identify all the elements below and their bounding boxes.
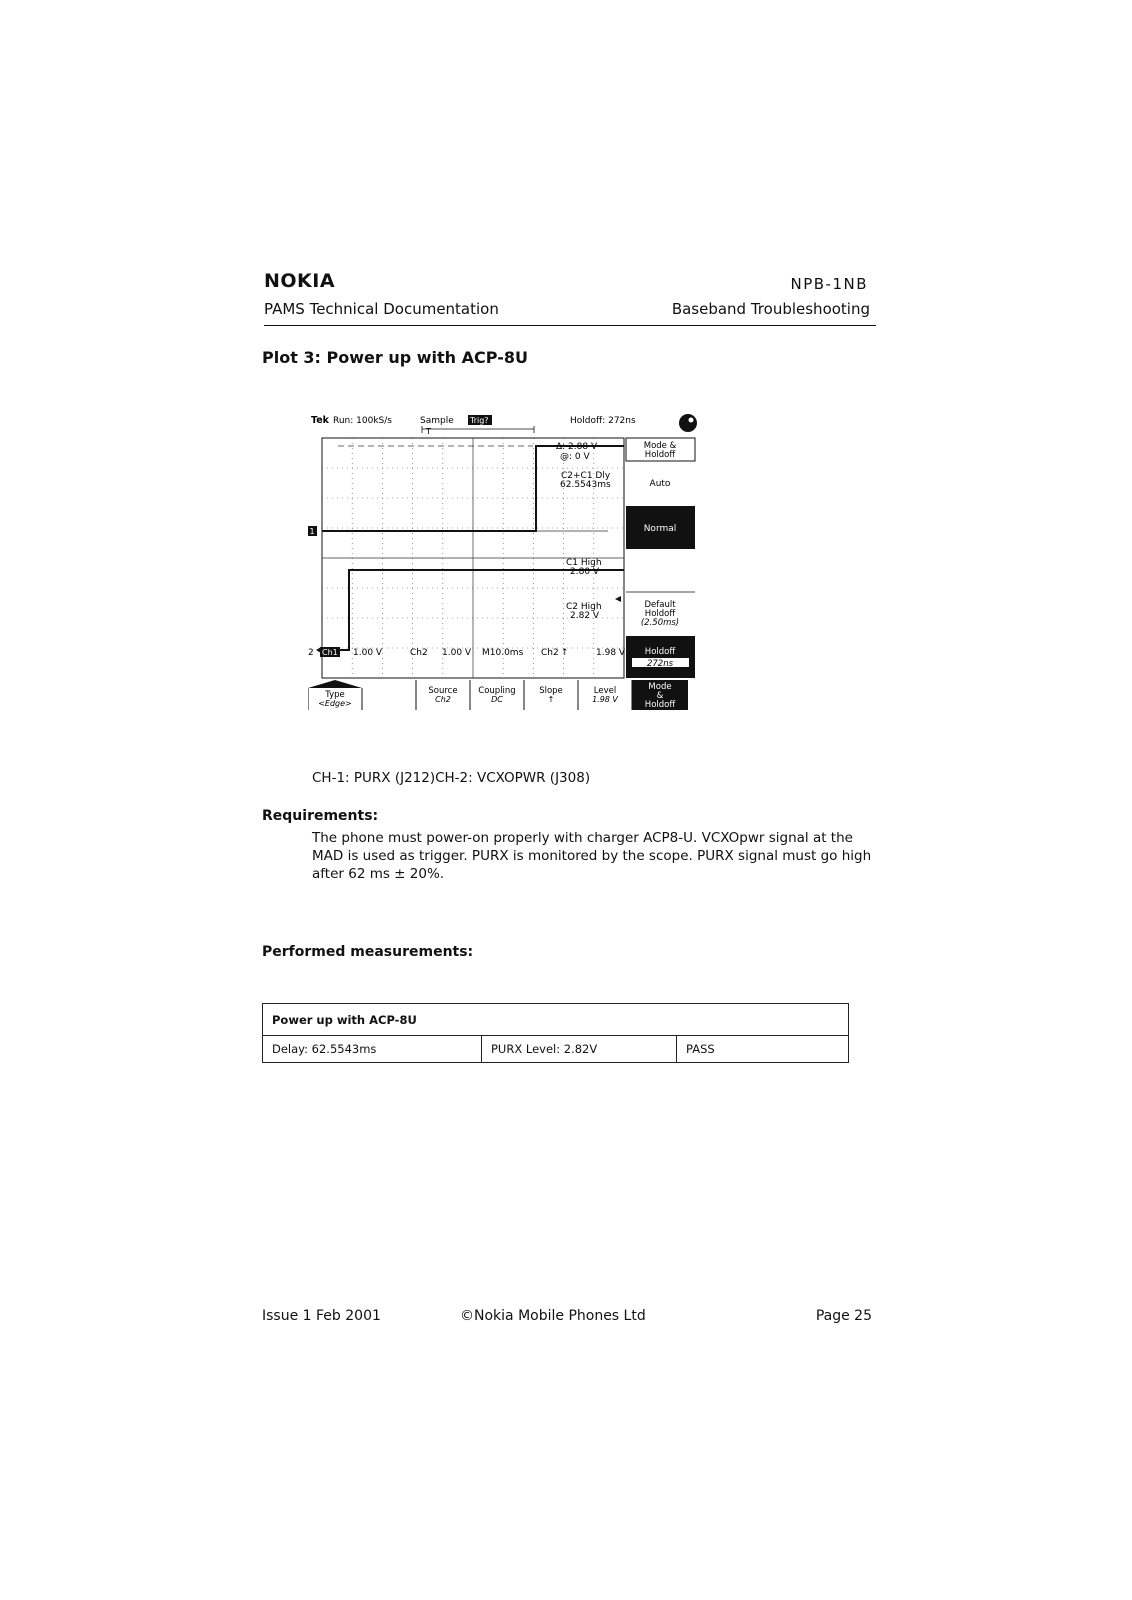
svg-text:Ch1: Ch1 [322,648,338,657]
side-menu-default-holdoff[interactable]: Default [644,600,676,610]
meas1-value: 62.5543ms [560,480,611,490]
performed-measurements-heading: Performed measurements: [262,944,474,960]
delay-cell: Delay: 62.5543ms [263,1036,482,1063]
table-header-row [263,1004,849,1036]
side-menu-holdoff[interactable] [626,636,695,678]
scope-brand: Tek [311,415,329,426]
scope-at-readout: @: 0 V [560,452,590,462]
svg-text:(2.50ms): (2.50ms) [640,618,680,628]
holdoff-value: 272ns [646,659,674,669]
svg-text:<Edge>: <Edge> [318,699,352,708]
svg-text:Holdoff: Holdoff [644,647,676,657]
svg-text:DC: DC [491,695,503,704]
trigger-level-marker [615,596,621,602]
footer-issue: Issue 1 Feb 2001 [262,1308,381,1324]
ch2-scale: 1.00 V [442,648,472,658]
scope-delta-readout: Δ: 2.88 V [556,442,598,452]
scope-bottom-menu[interactable] [308,680,688,710]
meas2-label: C1 High [566,558,602,568]
menu-source[interactable]: Source [428,686,458,696]
requirements-text: The phone must power-on properly with charger ACP8-U. VCXOpwr signal at the MAD is used as trigger. PURX is monitored by the scope. PURX signal must go high after 62 ms ± 20%. [312,830,872,882]
svg-text:Mode: Mode [648,682,672,692]
trig-level: 1.98 V [596,648,626,658]
table-title: Power up with ACP-8U [263,1004,849,1036]
footer-page: Page 25 [815,1308,872,1324]
scope-trigger-status-icon [679,414,697,432]
footer-copyright: ©Nokia Mobile Phones Ltd [460,1308,646,1324]
scope-acq-mode: Sample [420,416,454,426]
svg-text:1.98 V: 1.98 V [592,695,618,704]
plot-title: Plot 3: Power up with ACP-8U [262,348,528,367]
trig-source: Ch2 [541,648,559,658]
svg-text:Ch2: Ch2 [435,695,451,704]
svg-text:Normal: Normal [643,524,677,534]
header-right-title: Baseband Troubleshooting [671,300,870,318]
meas1-label: C2+C1 Dly [561,471,611,481]
nokia-logo: NOKIA [264,270,336,292]
ch2-label: Ch2 [410,648,428,658]
meas3-label: C2 High [566,602,602,612]
document-id: NPB-1NB [790,275,868,293]
oscilloscope-screenshot [308,412,704,712]
meas3-value: 2.82 V [570,611,600,621]
svg-text:1: 1 [309,527,315,536]
scope-trig-label: Trig? [470,416,489,425]
svg-text:Mode &: Mode & [643,441,677,451]
menu-type[interactable]: Type [325,690,345,700]
scope-side-menu[interactable] [626,438,695,678]
header-rule [264,325,876,326]
ch2-ground-marker: 2 [308,648,314,658]
svg-text:T: T [426,427,431,436]
purx-level-cell: PURX Level: 2.82V [482,1036,677,1063]
menu-coupling[interactable]: Coupling [478,686,516,696]
results-table [262,1003,849,1063]
table-row [263,1036,849,1063]
scope-holdoff-readout: Holdoff: 272ns [570,416,636,426]
plot-caption: CH-1: PURX (J212)CH-2: VCXOPWR (J308) [312,770,591,786]
menu-slope[interactable]: Slope [539,686,563,696]
menu-level[interactable]: Level [593,686,617,696]
svg-text:&: & [656,691,664,701]
side-menu-auto[interactable]: Auto [649,479,671,489]
svg-text:Holdoff: Holdoff [644,700,676,710]
trig-slope: ↑ [561,648,569,658]
svg-text:Holdoff: Holdoff [644,609,676,619]
header-left-title: PAMS Technical Documentation [264,300,499,318]
svg-text:↑: ↑ [547,695,555,704]
result-cell: PASS [677,1036,849,1063]
timebase: M10.0ms [482,648,524,658]
svg-text:Holdoff: Holdoff [644,450,676,460]
requirements-heading: Requirements: [262,808,379,824]
scope-run-rate: Run: 100kS/s [333,416,392,426]
ch1-scale: 1.00 V [353,648,383,658]
meas2-value: 2.80 V [570,567,600,577]
